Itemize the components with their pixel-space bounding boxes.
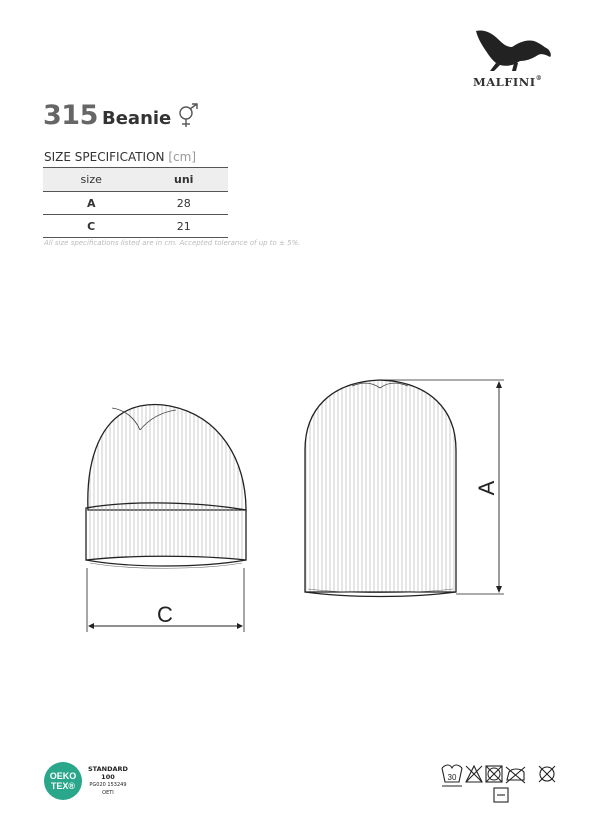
table-row — [43, 215, 228, 238]
label-c: C — [157, 602, 173, 627]
row-label: C — [43, 215, 139, 238]
tolerance-note: All size specifications listed are in cm. Accepted tolerance of up to ± 5%. — [44, 239, 301, 247]
column-header-size: size — [43, 168, 139, 192]
row-label: A — [43, 192, 139, 215]
oeko-tex-badge-icon — [43, 761, 83, 801]
no-iron-icon — [506, 767, 525, 783]
table-header-row — [43, 168, 228, 192]
no-bleach-icon — [466, 766, 482, 782]
beanie-technical-drawing — [0, 360, 591, 640]
svg-text:30: 30 — [447, 773, 457, 782]
flat-dry-icon — [494, 788, 508, 802]
product-number: 315 — [43, 100, 98, 131]
row-value: 21 — [139, 215, 228, 238]
no-dry-clean-icon — [539, 766, 555, 782]
product-name: Beanie — [102, 108, 172, 129]
svg-text:OEKO: OEKO — [49, 771, 77, 781]
wash-30-icon — [442, 765, 462, 786]
column-header-uni: uni — [139, 168, 228, 192]
care-symbols — [440, 762, 560, 806]
table-row — [43, 192, 228, 215]
row-value: 28 — [139, 192, 228, 215]
oeko-tex-standard: STANDARD 100 PG020 153249 OETI — [88, 765, 128, 796]
size-table — [43, 167, 228, 238]
beanie-front-view — [86, 405, 246, 569]
label-a: A — [474, 480, 499, 496]
svg-text:TEX®: TEX® — [50, 781, 76, 791]
unisex-icon — [176, 103, 200, 129]
beanie-unfolded-view — [305, 380, 456, 597]
no-tumble-dry-icon — [486, 766, 502, 782]
size-spec-heading: SIZE SPECIFICATION [cm] — [44, 150, 196, 164]
brand-name: MALFINI® — [473, 75, 543, 89]
